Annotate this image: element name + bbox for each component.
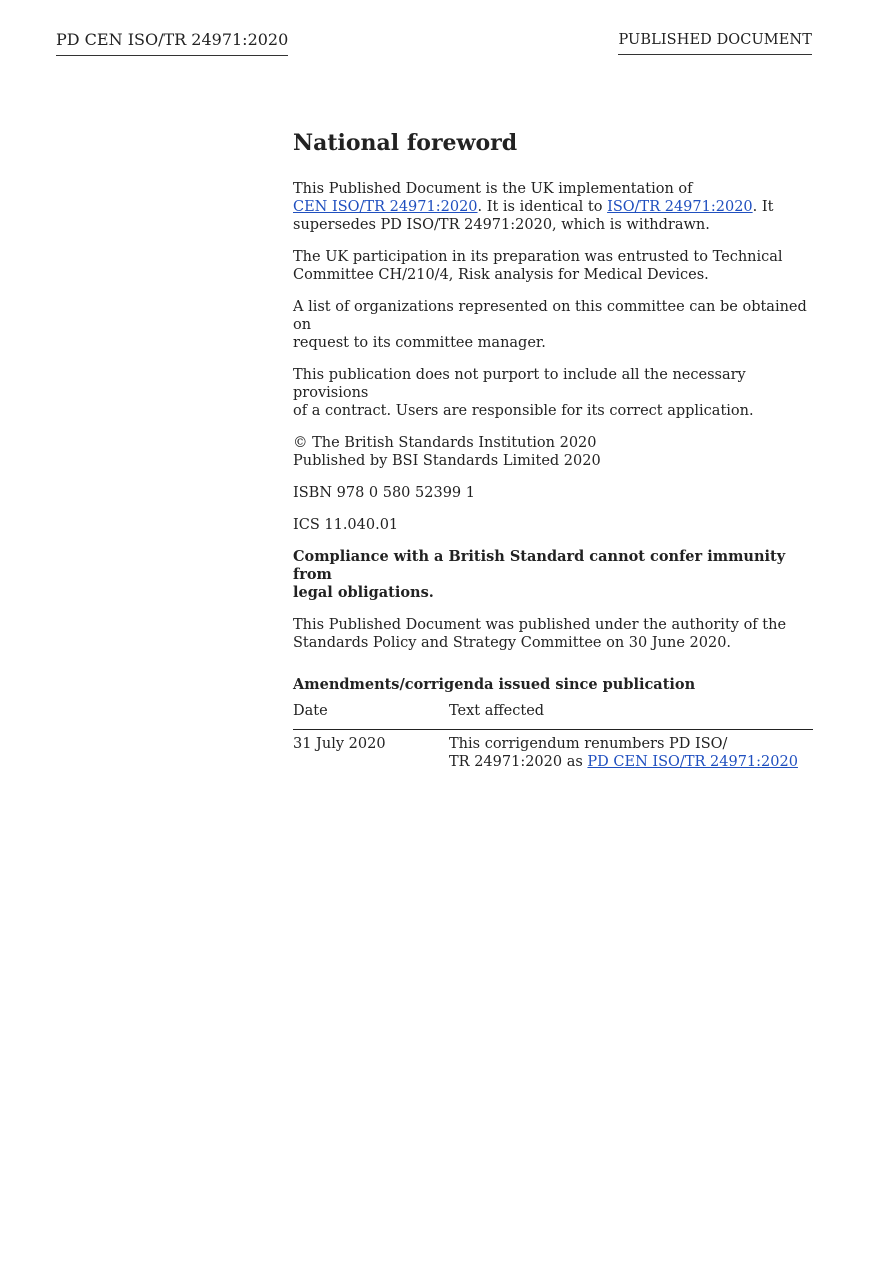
amendment-text-line-2 xyxy=(449,753,813,771)
iso-tr-link[interactable]: ISO/TR 24971:2020 xyxy=(607,199,753,215)
page-title: National foreword xyxy=(293,130,518,156)
isbn-number: ISBN 978 0 580 52399 1 xyxy=(293,485,475,501)
authority-paragraph xyxy=(293,616,813,652)
intro-line-3: supersedes PD ISO/TR 24971:2020, which is withdrawn. xyxy=(293,217,710,233)
contract-line-1: This publication does not purport to include all the necessary provisions xyxy=(293,367,746,401)
compliance-line-1: Compliance with a British Standard cannot confer immunity from xyxy=(293,548,786,583)
ics-number: ICS 11.040.01 xyxy=(293,517,399,533)
pd-cen-iso-tr-link[interactable]: PD CEN ISO/TR 24971:2020 xyxy=(587,754,798,770)
document-type-label: PUBLISHED DOCUMENT xyxy=(618,30,812,55)
amendments-table xyxy=(293,702,813,771)
contract-line-2: of a contract. Users are responsible for its correct application. xyxy=(293,403,754,419)
intro-end-text: . It xyxy=(752,199,774,215)
compliance-statement xyxy=(293,548,813,602)
intro-paragraph xyxy=(293,180,813,234)
authority-line-2: Standards Policy and Strategy Committee on 30 June 2020. xyxy=(293,635,732,651)
participation-line-1: The UK participation in its preparation was entrusted to Technical xyxy=(293,249,783,265)
participation-paragraph xyxy=(293,248,813,284)
intro-line-2 xyxy=(293,198,813,216)
participation-line-2: Committee CH/210/4, Risk analysis for Medical Devices. xyxy=(293,267,709,283)
publisher-line: Published by BSI Standards Limited 2020 xyxy=(293,453,601,469)
document-identifier: PD CEN ISO/TR 24971:2020 xyxy=(56,30,288,56)
amendment-text xyxy=(449,735,813,771)
authority-line-1: This Published Document was published under the authority of the xyxy=(293,617,787,633)
contract-paragraph xyxy=(293,366,813,420)
organizations-line-2: request to its committee manager. xyxy=(293,335,546,351)
organizations-paragraph xyxy=(293,298,813,352)
amendment-text-line-1: This corrigendum renumbers PD ISO/ xyxy=(449,736,728,752)
date-column-header: Date xyxy=(293,703,328,719)
cen-iso-tr-link[interactable]: CEN ISO/TR 24971:2020 xyxy=(293,199,478,215)
copyright-line: © The British Standards Institution 2020 xyxy=(293,435,597,451)
organizations-line-1: A list of organizations represented on this committee can be obtained on xyxy=(293,299,807,333)
amendment-date: 31 July 2020 xyxy=(293,736,386,752)
amendments-heading: Amendments/corrigenda issued since publication xyxy=(293,676,696,693)
intro-line-1: This Published Document is the UK implementation of xyxy=(293,181,693,197)
text-affected-column-header: Text affected xyxy=(449,703,545,719)
national-foreword-section xyxy=(293,128,813,771)
amendment-text-prefix: TR 24971:2020 as xyxy=(449,754,588,770)
amendments-table-header xyxy=(293,702,813,730)
compliance-line-2: legal obligations. xyxy=(293,584,434,601)
copyright-paragraph xyxy=(293,434,813,470)
table-row xyxy=(293,735,813,771)
intro-mid-text: . It is identical to xyxy=(477,199,608,215)
